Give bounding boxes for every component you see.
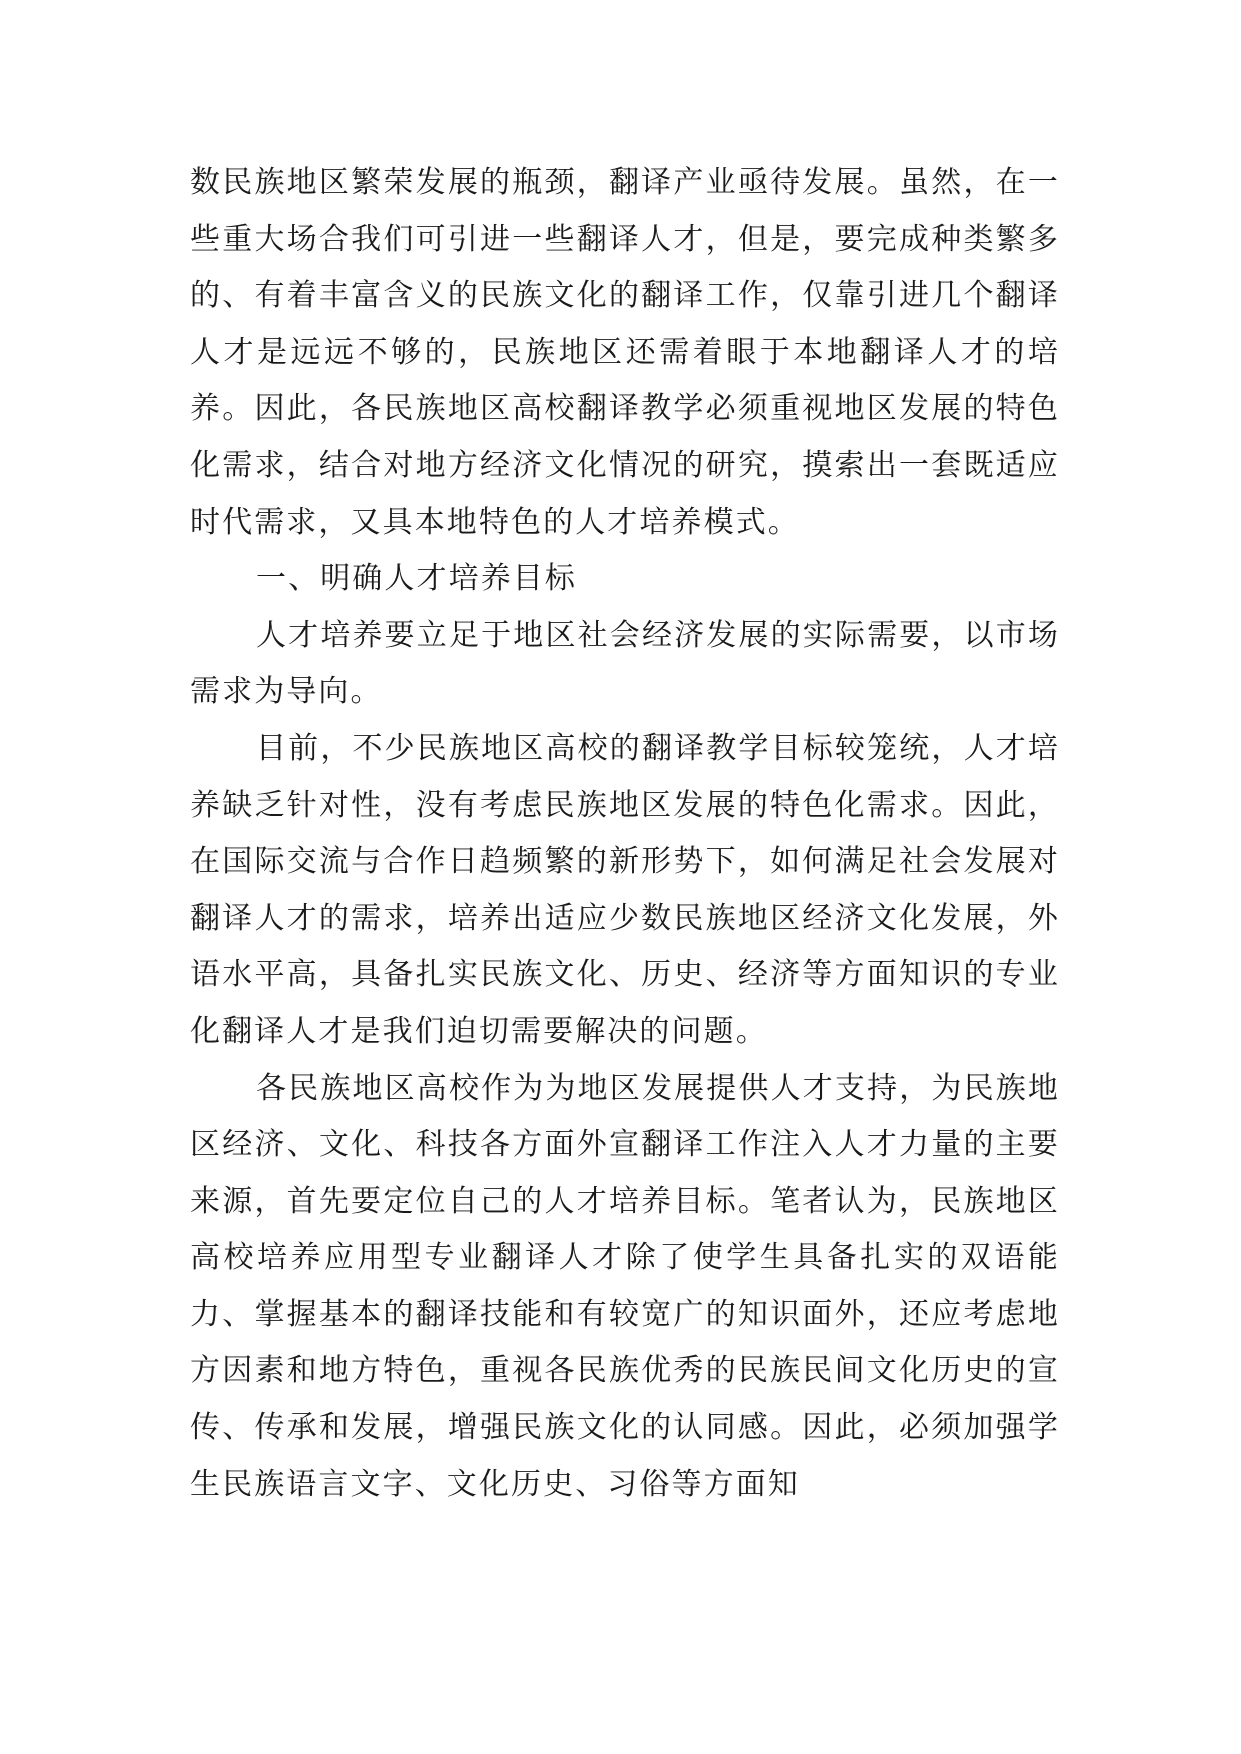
paragraph-current-problems: 目前，不少民族地区高校的翻译教学目标较笼统，人才培养缺乏针对性，没有考虑民族地区发展的特色化需求。因此，在国际交流与合作日趋频繁的新形势下，如何满足社会发展对翻译人才的需求，培养出适应少数民族地区经济文化发展，外语水平高，具备扎实民族文化、历史、经济等方面知识的专业化翻译人才是我们迫切需要解决的问题。	[190, 730, 1060, 1049]
paragraph-training-goals: 各民族地区高校作为为地区发展提供人才支持，为民族地区经济、文化、科技各方面外宣翻译工作注入人才力量的主要来源，首先要定位自己的人才培养目标。笔者认为，民族地区高校培养应用型专业翻译人才除了使学生具备扎实的双语能力、掌握基本的翻译技能和有较宽广的知识面外，还应考虑地方因素和地方特色，重视各民族优秀的民族民间文化历史的宣传、传承和发展，增强民族文化的认同感。因此，必须加强学生民族语言文字、文化历史、习俗等方面知	[190, 1070, 1060, 1502]
paragraph-continuation: 数民族地区繁荣发展的瓶颈，翻译产业亟待发展。虽然，在一些重大场合我们可引进一些翻译人才，但是，要完成种类繁多的、有着丰富含义的民族文化的翻译工作，仅靠引进几个翻译人才是远远不够的，民族地区还需着眼于本地翻译人才的培养。因此，各民族地区高校翻译教学必须重视地区发展的特色化需求，结合对地方经济文化情况的研究，摸索出一套既适应时代需求，又具本地特色的人才培养模式。	[190, 165, 1060, 540]
body-text	[190, 155, 1060, 1513]
section-heading: 一、明确人才培养目标	[256, 561, 577, 597]
paragraph-market-demand: 人才培养要立足于地区社会经济发展的实际需要，以市场需求为导向。	[190, 617, 1060, 710]
